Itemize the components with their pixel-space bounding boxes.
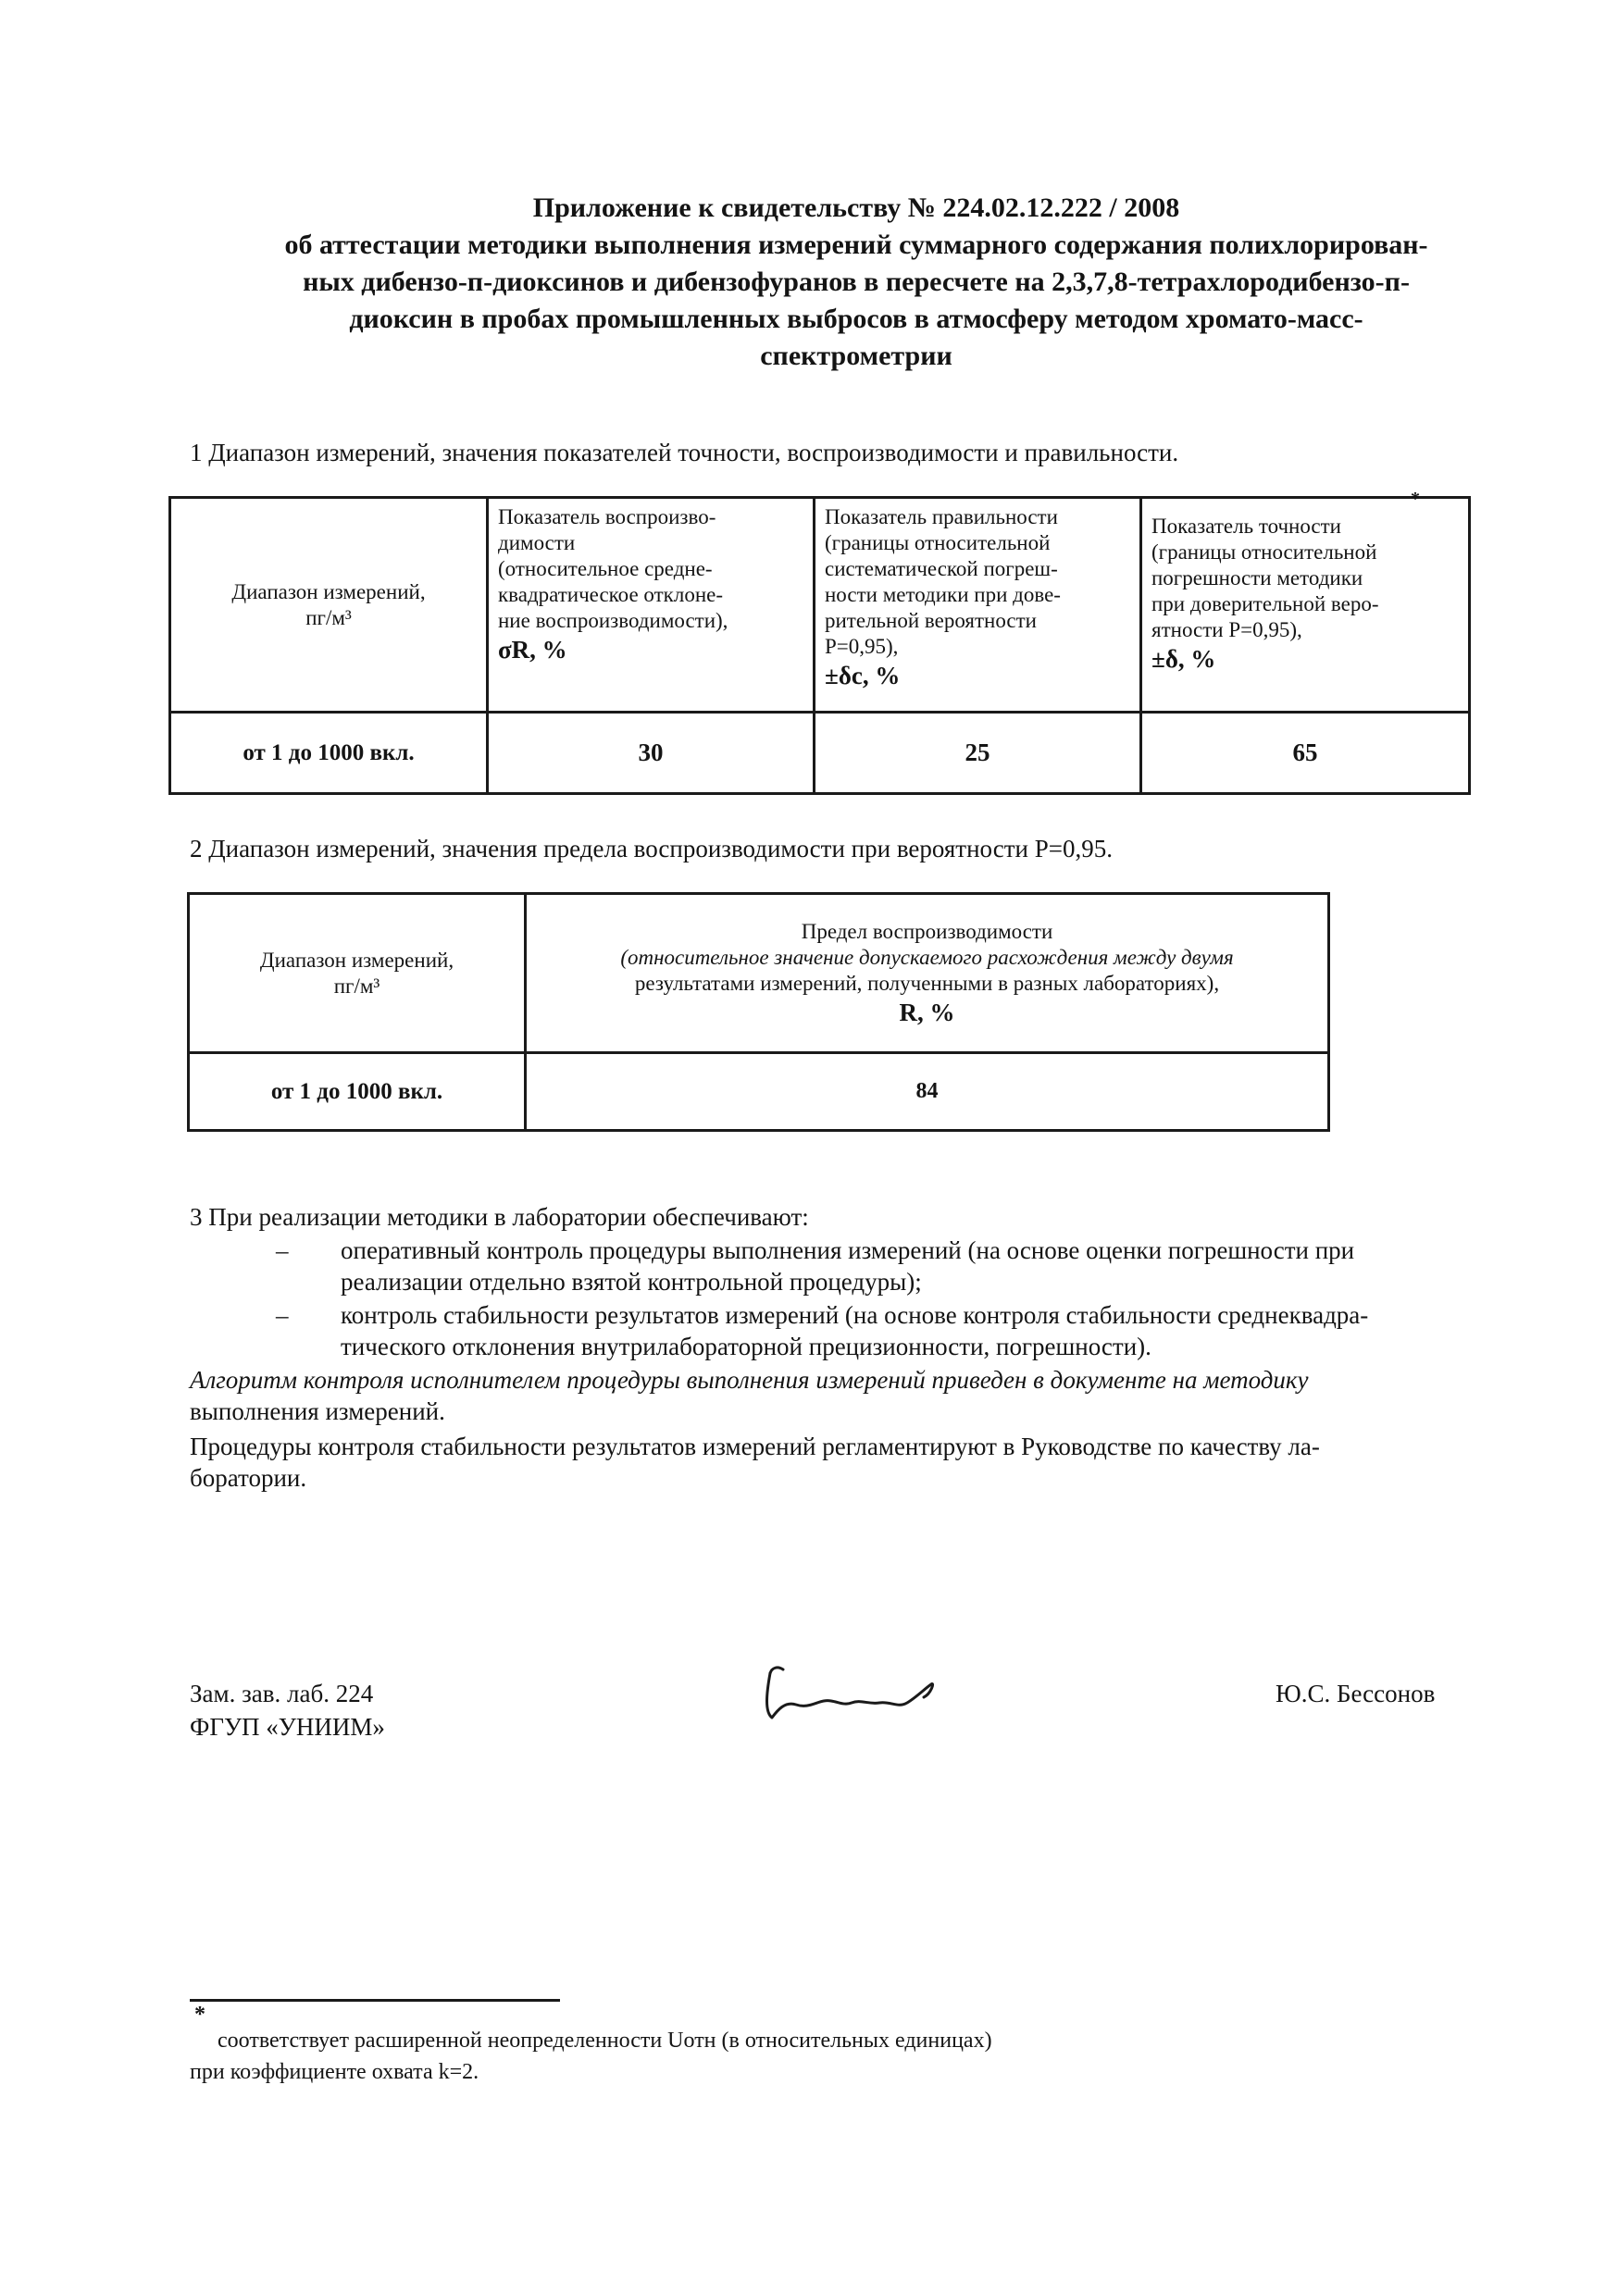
list-dash: – [276,1301,289,1329]
header-line: Диапазон измерений, [259,948,454,972]
list-item [276,1299,1507,1362]
list-line: контроль стабильности результатов измерений (на основе контроля стабильности среднеквадра- [341,1301,1369,1329]
section-1-heading: 1 Диапазон измерений, значения показателей точности, воспроизводимости и правильности. [190,439,1179,466]
limit-table-header-row [189,894,1329,1053]
paragraph-line: боратории. [190,1464,307,1492]
footnote-divider [190,1999,560,2002]
list-line: реализации отдельно взятой контрольной процедуры); [341,1268,922,1296]
section-3-heading: 3 При реализации методики в лаборатории обеспечивают: [190,1203,809,1231]
reproducibility-limit-table [187,892,1330,1132]
header-line: ности методики при дове- [825,583,1061,606]
section-2-heading: 2 Диапазон измерений, значения предела воспроизводимости при вероятности P=0,95. [190,835,1113,863]
document-title [190,190,1523,375]
header-line: Диапазон измерений, [231,579,426,603]
paragraph-line: Алгоритм контроля исполнителем процедуры выполнения измерений приведен в документе на методику [190,1366,1309,1394]
header-line: пг/м³ [305,605,352,629]
cell-range: от 1 до 1000 вкл. [189,1053,526,1131]
header-reproducibility-limit [526,894,1329,1053]
signatory-position [190,1677,385,1744]
accuracy-table [168,496,1471,795]
header-line: результатами измерений, полученными в разных лабораториях), [634,971,1220,995]
header-symbol: ±δc, % [825,662,901,689]
header-line: Показатель правильности [825,505,1058,528]
signatory-name: Ю.С. Бессонов [1276,1680,1436,1707]
title-line: об аттестации методики выполнения измерений суммарного содержания полихлорирован- [284,230,1428,260]
header-line: ние воспроизводимости), [498,609,728,632]
title-line: диоксин в пробах промышленных выбросов в атмосферу методом хромато-масс- [349,304,1363,334]
header-trueness [815,498,1141,713]
paragraph-line: Процедуры контроля стабильности результатов измерений регламентируют в Руководстве по качеству ла- [190,1433,1320,1460]
list-item-text [341,1299,1368,1362]
header-line: при доверительной веро- [1151,592,1379,615]
list-item [276,1235,1507,1297]
header-line: ятности P=0,95), [1151,618,1302,641]
algorithm-paragraph [190,1364,1309,1427]
header-line: Предел воспроизводимости [801,919,1053,943]
header-line: Показатель воспроизво- [498,505,716,528]
header-line: пг/м³ [333,974,380,998]
accuracy-table-header-row [170,498,1470,713]
header-accuracy [1141,498,1470,713]
list-dash: – [276,1236,289,1264]
footnote-asterisk: * [1411,489,1420,509]
header-line: рительной вероятности [825,609,1037,632]
cell-range: от 1 до 1000 вкл. [170,713,488,794]
title-line: спектрометрии [760,341,952,371]
footnote-line: соответствует расширенной неопределенности Uотн (в относительных единицах) [218,2029,992,2053]
cell-accuracy: 65 [1141,713,1470,794]
table-row [189,1053,1329,1131]
header-reproducibility [488,498,815,713]
header-line: погрешности методики [1151,566,1363,590]
header-symbol: ±δ, % [1151,645,1216,673]
position-line: Зам. зав. лаб. 224 [190,1680,374,1707]
footnote-mark: * [194,2003,205,2027]
list-line: тического отклонения внутрилабораторной прецизионности, погрешности). [341,1333,1151,1360]
cell-limit: 84 [526,1053,1329,1131]
header-symbol: R, % [899,998,955,1026]
header-range [189,894,526,1053]
header-line: систематической погреш- [825,557,1058,580]
header-line: (границы относительной [825,531,1051,554]
paragraph-line: выполнения измерений. [190,1397,445,1425]
header-line: (относительное значение допускаемого расхождения между двумя [620,945,1234,969]
header-line: Показатель точности [1151,515,1341,538]
title-line: ных дибензо-п-диоксинов и дибензофуранов в пересчете на 2,3,7,8-тетрахлородибензо-п- [303,267,1410,297]
cell-trueness: 25 [815,713,1141,794]
list-item-text [341,1235,1354,1297]
header-line: димости [498,531,576,554]
table-row [170,713,1470,794]
handwritten-signature [759,1657,963,1731]
header-symbol: σR, % [498,636,567,664]
footnote-line: при коэффициенте охвата k=2. [190,2060,479,2084]
header-line: P=0,95), [825,635,899,658]
list-line: оперативный контроль процедуры выполнения измерений (на основе оценки погрешности при [341,1236,1355,1264]
header-range [170,498,488,713]
footnote-text [190,2025,992,2088]
title-line: Приложение к свидетельству № 224.02.12.222 / 2008 [532,192,1180,223]
position-line: ФГУП «УНИИМ» [190,1713,385,1741]
header-line: квадратическое отклоне- [498,583,723,606]
header-line: (границы относительной [1151,540,1377,564]
header-line: (относительное средне- [498,557,713,580]
cell-reproducibility: 30 [488,713,815,794]
procedures-paragraph [190,1431,1320,1494]
